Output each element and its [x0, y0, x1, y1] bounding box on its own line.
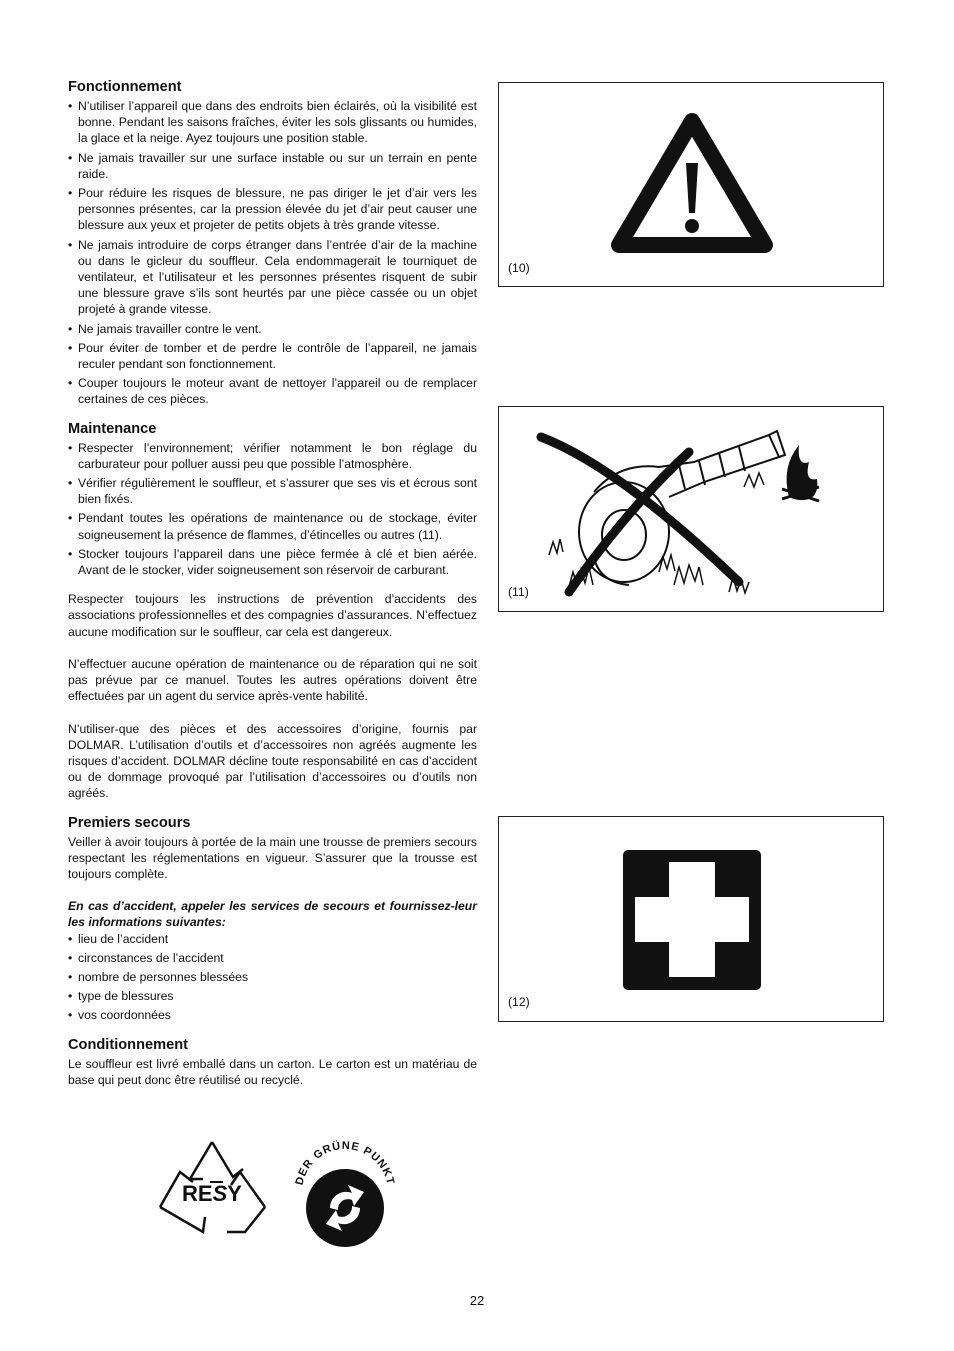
- maintenance-paragraph: N’utiliser-que des pièces et des accessoires d’origine, fournis par DOLMAR. L’utilisation d’outils et d’accessoires non agréés augmente les risques d’accident. DOLMAR décline toute responsabilité en cas d’accident ou de dommage provoqué par l’utilisation d’accessoires ou d’outils non agréés.: [68, 721, 477, 801]
- list-item: • N’utiliser l’appareil que dans des endroits bien éclairés, où la visibilité est bonne. Pendant les saisons fraîches, éviter les sols glissants ou humides, la glace et la neige. Ayez toujours une position stable.: [68, 98, 477, 147]
- figure-caption: (10): [508, 261, 530, 275]
- list-item: • Ne jamais travailler contre le vent.: [68, 321, 477, 337]
- page-number: 22: [469, 1293, 485, 1308]
- svg-text:DER GRÜNE PUNKT: DER GRÜNE PUNKT: [293, 1140, 397, 1187]
- svg-text:RESY: RESY: [182, 1181, 242, 1206]
- list-item: • Pour éviter de tomber et de perdre le contrôle de l’appareil, ne jamais reculer pendant son fonctionnement.: [68, 340, 477, 372]
- maintenance-paragraph: N’effectuer aucune opération de maintenance ou de réparation qui ne soit pas prévue par ce manuel. Toutes les autres opérations doivent être effectuées par un agent du service après-vente habilité.: [68, 656, 477, 704]
- list-item: • Vérifier régulièrement le souffleur, et s’assurer que ses vis et écrous sont bien fixés.: [68, 475, 477, 507]
- list-item: • Stocker toujours l’appareil dans une pièce fermée à clé et bien aérée. Avant de le stocker, vider soigneusement son réservoir de carburant.: [68, 546, 477, 578]
- list-item: • nombre de personnes blessées: [68, 969, 477, 985]
- list-item: • Couper toujours le moteur avant de nettoyer l’appareil ou de remplacer certaines de ces pièces.: [68, 375, 477, 407]
- fire-icon: [782, 445, 819, 501]
- warning-triangle-icon: [499, 83, 885, 288]
- figure-caption: (12): [508, 995, 530, 1009]
- list-item: • Pour réduire les risques de blessure, ne pas diriger le jet d’air vers les personnes présentes, car la pression élevée du jet d’air peut causer une blessure aux yeux et projeter de petits objets à très grande vitesse.: [68, 185, 477, 234]
- section-title-conditionnement: Conditionnement: [68, 1036, 188, 1053]
- list-item: • Pendant toutes les opérations de maintenance ou de stockage, éviter soigneusement la présence de flammes, d’étincelles ou autres (11).: [68, 510, 477, 542]
- left-column: [68, 78, 477, 1088]
- section-title-premiers-secours: Premiers secours: [68, 814, 191, 831]
- section-title-maintenance: Maintenance: [68, 420, 157, 437]
- maintenance-list: [68, 440, 477, 579]
- first-aid-cross-icon: [499, 817, 885, 1023]
- list-item: • vos coordonnées: [68, 1007, 477, 1023]
- figure-caption: (11): [508, 585, 529, 599]
- resy-logo: [155, 1137, 270, 1247]
- blower-no-fire-illustration: [499, 407, 885, 613]
- gruene-punkt-logo: [290, 1140, 400, 1250]
- premiers-secours-paragraph: Veiller à avoir toujours à portée de la main une trousse de premiers secours respectant les réglementations en vigueur. S’assurer que la trousse est toujours complète.: [68, 834, 477, 881]
- list-item: • lieu de l’accident: [68, 931, 477, 947]
- premiers-secours-emphasis: En cas d’accident, appeler les services de secours et fournissez-leur les informations suivantes:: [68, 899, 477, 930]
- list-item: • circonstances de l’accident: [68, 950, 477, 966]
- maintenance-paragraph: Respecter toujours les instructions de prévention d’accidents des associations professionnelles et des compagnies d’assurances. N’effectuez aucune modification sur le souffleur, car cela est dangereux.: [68, 592, 477, 639]
- green-dot-icon: [290, 1140, 400, 1250]
- list-item: • Ne jamais travailler sur une surface instable ou sur un terrain en pente raide.: [68, 150, 477, 182]
- list-item: • type de blessures: [68, 988, 477, 1004]
- figure-10: [498, 82, 884, 287]
- recycle-icon: [155, 1137, 270, 1247]
- fonctionnement-list: [68, 98, 477, 408]
- figure-11: [498, 406, 884, 612]
- premiers-secours-list: [68, 931, 477, 1024]
- section-title-fonctionnement: Fonctionnement: [68, 79, 182, 95]
- list-item: • Respecter l’environnement; vérifier notamment le bon réglage du carburateur pour polluer aussi peu que possible l’atmosphère.: [68, 440, 477, 472]
- list-item: • Ne jamais introduire de corps étranger dans l’entrée d’air de la machine ou dans le gicleur du souffleur. Cela endommagerait le tourniquet de ventilateur, et l’utilisateur et les personnes présentes risquent de subir une blessure grave s’ils sont heurtés par une pièce cassée ou un objet projeté à grande vitesse.: [68, 237, 477, 318]
- figure-12: [498, 816, 884, 1022]
- conditionnement-paragraph: Le souffleur est livré emballé dans un carton. Le carton est un matériau de base qui peut donc être réutilisé ou recyclé.: [68, 1056, 477, 1087]
